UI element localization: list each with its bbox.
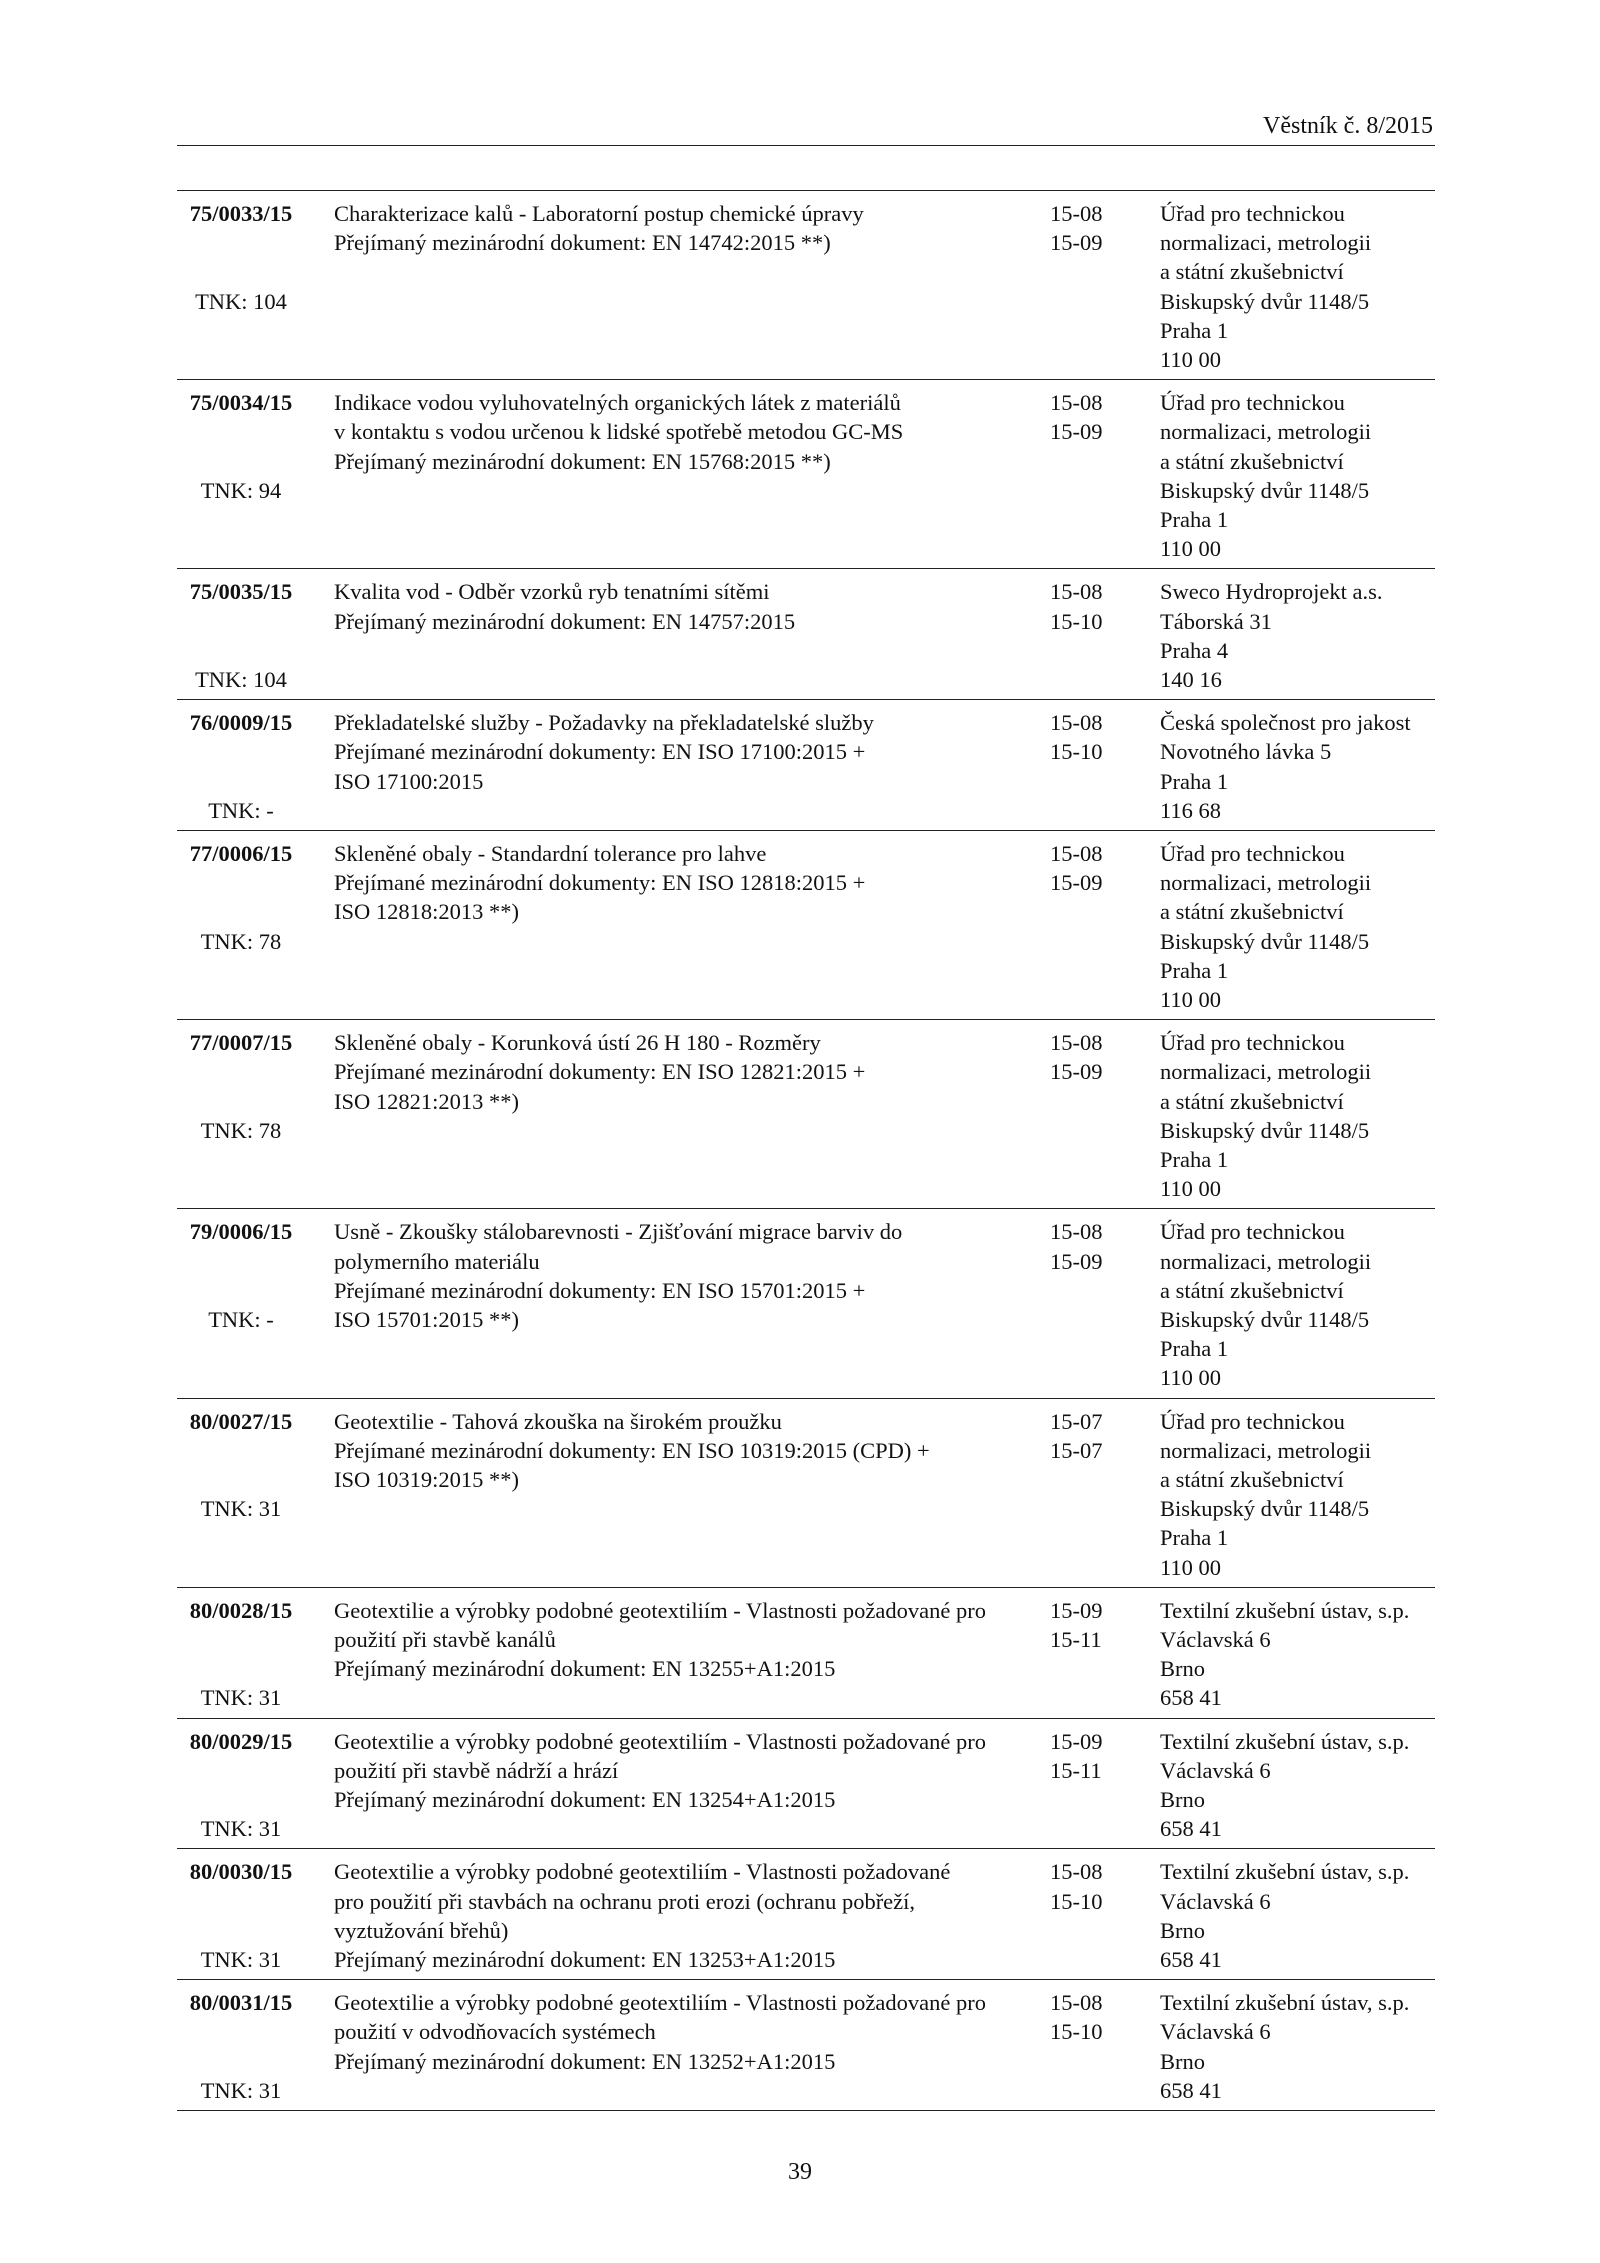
address-line: normalizaci, metrologii — [1160, 1248, 1372, 1274]
title-line: použití v odvodňovacích systémech — [334, 2019, 656, 2045]
record-tnk: TNK: 31 — [200, 2077, 282, 2103]
record-code: 80/0028/15 — [189, 1597, 293, 1623]
address-line: a státní zkušebnictví — [1160, 899, 1344, 925]
record-address — [1160, 1217, 1440, 1392]
address-line: a státní zkušebnictví — [1160, 1088, 1344, 1114]
record-row — [177, 1849, 1435, 1980]
date-value: 15-09 — [1050, 1597, 1103, 1623]
record-title — [334, 577, 1034, 635]
date-value: 15-09 — [1050, 870, 1103, 896]
record-address — [1160, 1028, 1440, 1203]
address-line: Václavská 6 — [1160, 2019, 1271, 2045]
date-value: 15-08 — [1050, 201, 1103, 226]
record-code: 80/0027/15 — [189, 1408, 293, 1434]
title-line: Přejímaný mezinárodní dokument: EN 15768:2015 **) — [334, 448, 831, 474]
title-line: ISO 12818:2013 **) — [334, 899, 519, 925]
record-row — [177, 1399, 1435, 1588]
title-line: Přejímaný mezinárodní dokument: EN 13252+A1:2015 — [334, 2048, 836, 2074]
title-line: Charakterizace kalů - Laboratorní postup chemické úpravy — [334, 201, 864, 226]
address-line: Praha 1 — [1160, 1336, 1229, 1362]
date-value: 15-10 — [1050, 608, 1103, 634]
address-line: Úřad pro technickou — [1160, 1219, 1345, 1245]
record-dates — [1050, 1407, 1140, 1465]
date-value: 15-09 — [1050, 419, 1103, 445]
address-line: 140 16 — [1160, 666, 1222, 692]
title-line: pro použití při stavbách na ochranu proti erozi (ochranu pobřeží, — [334, 1888, 916, 1914]
title-line: Přejímané mezinárodní dokumenty: EN ISO 17100:2015 + — [334, 739, 866, 765]
record-address — [1160, 577, 1440, 694]
address-line: Václavská 6 — [1160, 1626, 1271, 1652]
title-line: Přejímaný mezinárodní dokument: EN 13255+A1:2015 — [334, 1656, 836, 1682]
record-dates — [1050, 1857, 1140, 1915]
title-line: Usně - Zkoušky stálobarevnosti - Zjišťování migrace barviv do — [334, 1219, 903, 1245]
record-row — [177, 191, 1435, 380]
address-line: 110 00 — [1160, 347, 1222, 373]
date-value: 15-07 — [1050, 1408, 1103, 1434]
date-value: 15-11 — [1050, 1626, 1102, 1652]
address-line: normalizaci, metrologii — [1160, 870, 1372, 896]
record-dates — [1050, 708, 1140, 766]
address-line: Biskupský dvůr 1148/5 — [1160, 288, 1370, 314]
address-line: Úřad pro technickou — [1160, 1408, 1345, 1434]
title-line: Geotextilie a výrobky podobné geotextiliím - Vlastnosti požadované pro — [334, 1728, 986, 1754]
address-line: 110 00 — [1160, 536, 1222, 562]
title-line: Kvalita vod - Odběr vzorků ryb tenatními sítěmi — [334, 579, 770, 605]
address-line: Praha 4 — [1160, 637, 1229, 663]
title-line: použití při stavbě nádrží a hrází — [334, 1757, 619, 1783]
record-address — [1160, 1727, 1440, 1844]
record-tnk: TNK: 78 — [200, 1117, 282, 1143]
record-dates — [1050, 839, 1140, 897]
record-dates — [1050, 1217, 1140, 1275]
address-line: 658 41 — [1160, 1816, 1222, 1842]
record-dates — [1050, 1028, 1140, 1086]
record-title — [334, 1988, 1034, 2076]
address-line: a státní zkušebnictví — [1160, 1466, 1344, 1492]
address-line: Brno — [1160, 1917, 1205, 1943]
record-tnk: TNK: 31 — [200, 1816, 282, 1842]
date-value: 15-09 — [1050, 1728, 1103, 1754]
address-line: 658 41 — [1160, 1946, 1222, 1972]
record-row — [177, 1719, 1435, 1850]
date-value: 15-08 — [1050, 1219, 1103, 1245]
title-line: Skleněné obaly - Korunková ústí 26 H 180 - Rozměry — [334, 1030, 821, 1056]
title-line: ISO 10319:2015 **) — [334, 1466, 519, 1492]
address-line: Úřad pro technickou — [1160, 390, 1345, 416]
record-title — [334, 1727, 1034, 1815]
address-line: Brno — [1160, 1656, 1205, 1682]
record-dates — [1050, 199, 1140, 257]
date-value: 15-08 — [1050, 579, 1103, 605]
record-address — [1160, 1988, 1440, 2105]
record-code: 75/0034/15 — [189, 390, 293, 416]
date-value: 15-08 — [1050, 1990, 1103, 2016]
address-line: Biskupský dvůr 1148/5 — [1160, 477, 1370, 503]
record-dates — [1050, 577, 1140, 635]
address-line: 116 68 — [1160, 797, 1222, 823]
record-address — [1160, 199, 1440, 374]
address-line: Česká společnost pro jakost — [1160, 710, 1411, 736]
address-line: 110 00 — [1160, 986, 1222, 1012]
address-line: Biskupský dvůr 1148/5 — [1160, 928, 1370, 954]
record-code: 80/0031/15 — [189, 1990, 293, 2016]
record-address — [1160, 708, 1440, 825]
record-address — [1160, 1596, 1440, 1713]
title-line: Geotextilie - Tahová zkouška na širokém proužku — [334, 1408, 782, 1434]
date-value: 15-09 — [1050, 230, 1103, 256]
record-tnk: TNK: - — [208, 1306, 274, 1332]
address-line: Praha 1 — [1160, 957, 1229, 983]
title-line: Přejímané mezinárodní dokumenty: EN ISO 12821:2015 + — [334, 1059, 866, 1085]
record-code: 80/0029/15 — [189, 1728, 293, 1754]
title-line: Přejímaný mezinárodní dokument: EN 14742:2015 **) — [334, 230, 831, 256]
address-line: a státní zkušebnictví — [1160, 448, 1344, 474]
record-tnk: TNK: 31 — [200, 1496, 282, 1522]
date-value: 15-11 — [1050, 1757, 1102, 1783]
record-title — [334, 1028, 1034, 1116]
title-line: ISO 12821:2013 **) — [334, 1088, 519, 1114]
address-line: a státní zkušebnictví — [1160, 1277, 1344, 1303]
address-line: 658 41 — [1160, 1685, 1222, 1711]
record-row — [177, 380, 1435, 569]
record-tnk: TNK: 78 — [200, 928, 282, 954]
record-title — [334, 1217, 1034, 1334]
record-row — [177, 569, 1435, 700]
record-dates — [1050, 1596, 1140, 1654]
title-line: polymerního materiálu — [334, 1248, 540, 1274]
date-value: 15-08 — [1050, 840, 1103, 866]
date-value: 15-08 — [1050, 710, 1103, 736]
record-address — [1160, 388, 1440, 563]
record-title — [334, 708, 1034, 796]
record-tnk: TNK: 31 — [200, 1946, 282, 1972]
record-code: 79/0006/15 — [189, 1219, 293, 1245]
address-line: Biskupský dvůr 1148/5 — [1160, 1306, 1370, 1332]
address-line: Úřad pro technickou — [1160, 201, 1345, 226]
address-line: normalizaci, metrologii — [1160, 230, 1372, 256]
record-address — [1160, 1407, 1440, 1582]
title-line: Geotextilie a výrobky podobné geotextiliím - Vlastnosti požadované — [334, 1859, 951, 1885]
title-line: Překladatelské služby - Požadavky na překladatelské služby — [334, 710, 874, 736]
date-value: 15-10 — [1050, 1888, 1103, 1914]
date-value: 15-08 — [1050, 1030, 1103, 1056]
page-header — [177, 112, 1435, 146]
address-line: Praha 1 — [1160, 317, 1229, 343]
title-line: Přejímané mezinárodní dokumenty: EN ISO 15701:2015 + — [334, 1277, 866, 1303]
title-line: ISO 15701:2015 **) — [334, 1306, 519, 1332]
record-tnk: TNK: 94 — [200, 477, 282, 503]
record-title — [334, 199, 1034, 257]
standards-table — [177, 190, 1435, 2111]
record-row — [177, 1020, 1435, 1209]
record-title — [334, 388, 1034, 476]
date-value: 15-07 — [1050, 1437, 1103, 1463]
record-code: 77/0006/15 — [189, 840, 293, 866]
title-line: Geotextilie a výrobky podobné geotextiliím - Vlastnosti požadované pro — [334, 1990, 986, 2016]
address-line: 658 41 — [1160, 2077, 1222, 2103]
record-row — [177, 1588, 1435, 1719]
date-value: 15-10 — [1050, 739, 1103, 765]
record-title — [334, 1596, 1034, 1684]
record-row — [177, 1209, 1435, 1398]
address-line: normalizaci, metrologii — [1160, 1059, 1372, 1085]
record-code: 75/0033/15 — [189, 201, 293, 226]
record-tnk: TNK: 104 — [195, 288, 287, 314]
address-line: Praha 1 — [1160, 507, 1229, 532]
address-line: Textilní zkušební ústav, s.p. — [1160, 1597, 1410, 1623]
record-title — [334, 1407, 1034, 1495]
address-line: Biskupský dvůr 1148/5 — [1160, 1117, 1370, 1143]
date-value: 15-09 — [1050, 1059, 1103, 1085]
date-value: 15-08 — [1050, 1859, 1103, 1885]
record-code: 76/0009/15 — [189, 710, 293, 736]
address-line: normalizaci, metrologii — [1160, 419, 1372, 445]
record-row — [177, 1980, 1435, 2111]
title-line: Přejímaný mezinárodní dokument: EN 13254+A1:2015 — [334, 1786, 836, 1812]
record-title — [334, 1857, 1034, 1974]
address-line: Novotného lávka 5 — [1160, 739, 1332, 765]
title-line: Přejímané mezinárodní dokumenty: EN ISO 12818:2015 + — [334, 870, 866, 896]
address-line: Praha 1 — [1160, 768, 1229, 794]
title-line: ISO 17100:2015 — [334, 768, 484, 794]
address-line: Václavská 6 — [1160, 1757, 1271, 1783]
bulletin-title: Věstník č. 8/2015 — [1263, 113, 1433, 139]
record-address — [1160, 839, 1440, 1014]
address-line: 110 00 — [1160, 1176, 1222, 1202]
record-tnk: TNK: 31 — [200, 1685, 282, 1711]
title-line: Geotextilie a výrobky podobné geotextiliím - Vlastnosti požadované pro — [334, 1597, 986, 1623]
date-value: 15-09 — [1050, 1248, 1103, 1274]
record-address — [1160, 1857, 1440, 1974]
address-line: Textilní zkušební ústav, s.p. — [1160, 1859, 1410, 1885]
record-dates — [1050, 1988, 1140, 2046]
address-line: Textilní zkušební ústav, s.p. — [1160, 1990, 1410, 2016]
address-line: Praha 1 — [1160, 1525, 1229, 1551]
address-line: 110 00 — [1160, 1365, 1222, 1391]
record-dates — [1050, 1727, 1140, 1785]
title-line: Skleněné obaly - Standardní tolerance pro lahve — [334, 840, 767, 866]
record-code: 75/0035/15 — [189, 579, 293, 605]
date-value: 15-08 — [1050, 390, 1103, 416]
address-line: Úřad pro technickou — [1160, 840, 1345, 866]
address-line: Sweco Hydroprojekt a.s. — [1160, 579, 1383, 605]
title-line: Přejímaný mezinárodní dokument: EN 13253+A1:2015 — [334, 1946, 836, 1972]
address-line: Brno — [1160, 2048, 1205, 2074]
address-line: Úřad pro technickou — [1160, 1030, 1345, 1056]
page-number: 39 — [788, 2159, 812, 2185]
title-line: Indikace vodou vyluhovatelných organických látek z materiálů — [334, 390, 901, 416]
record-tnk: TNK: - — [208, 797, 274, 823]
address-line: Praha 1 — [1160, 1146, 1229, 1172]
address-line: Biskupský dvůr 1148/5 — [1160, 1496, 1370, 1522]
record-code: 80/0030/15 — [189, 1859, 293, 1885]
record-dates — [1050, 388, 1140, 446]
address-line: Táborská 31 — [1160, 608, 1272, 634]
title-line: Přejímané mezinárodní dokumenty: EN ISO 10319:2015 (CPD) + — [334, 1437, 930, 1463]
title-line: použití při stavbě kanálů — [334, 1626, 556, 1652]
record-tnk: TNK: 104 — [195, 666, 287, 692]
address-line: Brno — [1160, 1786, 1205, 1812]
record-row — [177, 700, 1435, 831]
title-line: vyztužování břehů) — [334, 1917, 509, 1943]
date-value: 15-10 — [1050, 2019, 1103, 2045]
address-line: 110 00 — [1160, 1554, 1222, 1580]
record-row — [177, 831, 1435, 1020]
address-line: Textilní zkušební ústav, s.p. — [1160, 1728, 1410, 1754]
record-code: 77/0007/15 — [189, 1030, 293, 1056]
title-line: Přejímaný mezinárodní dokument: EN 14757:2015 — [334, 608, 796, 634]
address-line: Václavská 6 — [1160, 1888, 1271, 1914]
title-line: v kontaktu s vodou určenou k lidské spotřebě metodou GC-MS — [334, 419, 904, 445]
address-line: normalizaci, metrologii — [1160, 1437, 1372, 1463]
address-line: a státní zkušebnictví — [1160, 259, 1344, 285]
record-title — [334, 839, 1034, 927]
